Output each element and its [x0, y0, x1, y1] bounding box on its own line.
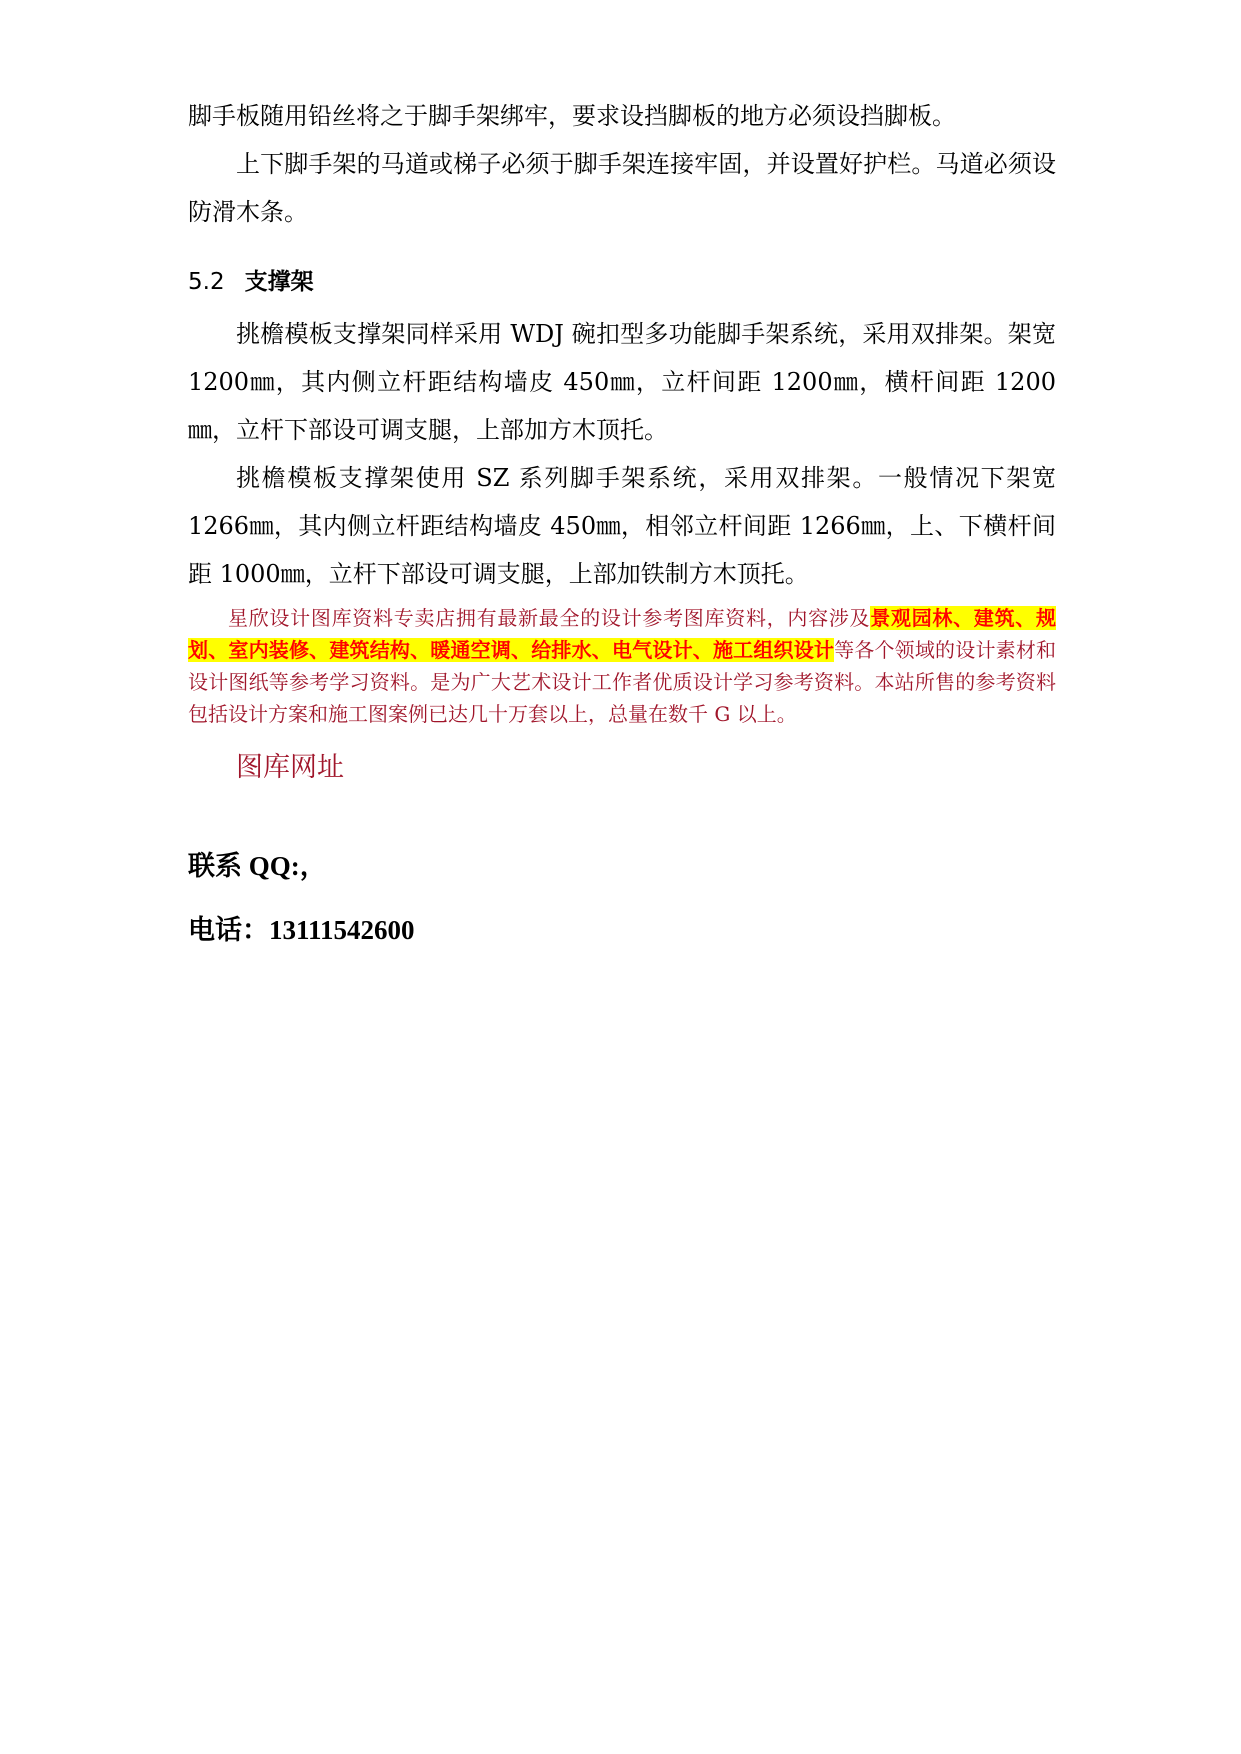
paragraph-ramp-ladder: 上下脚手架的马道或梯子必须于脚手架连接牢固，并设置好护栏。马道必须设防滑木条。	[188, 150, 1056, 226]
section-title: 支撑架	[244, 269, 314, 295]
section-heading	[188, 266, 1056, 298]
advertisement-paragraph	[188, 602, 1056, 730]
paragraph-sz-support: 挑檐模板支撑架使用 SZ 系列脚手架系统，采用双排架。一般情况下架宽 1266㎜，其内侧立杆距结构墙皮 450㎜，相邻立杆间距 1266㎜，上、下横杆间距 1000㎜，立杆下部设可调支腿，上部加铁制方木顶托。	[188, 464, 1056, 588]
document-page	[188, 92, 1056, 950]
ad-text-before: 星欣设计图库资料专卖店拥有最新最全的设计参考图库资料，内容涉及	[228, 606, 871, 630]
library-link[interactable]: 图库网址	[236, 752, 344, 783]
contact-phone: 电话：13111542600	[188, 915, 415, 945]
ad-highlight: 景观园林、建筑、规划、室内装修、建筑结构、暖通空调、给排水、电气设计、施工组织设计	[188, 606, 1057, 662]
contact-qq: 联系 QQ:，	[188, 851, 327, 881]
paragraph-scaffold-board: 脚手板随用铅丝将之于脚手架绑牢，要求设挡脚板的地方必须设挡脚板。	[188, 102, 956, 130]
section-number: 5.2	[188, 269, 225, 295]
paragraph-wdj-support: 挑檐模板支撑架同样采用 WDJ 碗扣型多功能脚手架系统，采用双排架。架宽 1200㎜，其内侧立杆距结构墙皮 450㎜，立杆间距 1200㎜，横杆间距 1200㎜，立杆下部设可调支腿，上部加方木顶托。	[188, 320, 1056, 444]
ad-text-after: 等各个领域的设计素材和设计图纸等参考学习资料。是为广大艺术设计工作者优质设计学习参考资料。本站所售的参考资料包括设计方案和施工图案例已达几十万套以上，总量在数千 G 以上。	[188, 638, 1057, 726]
